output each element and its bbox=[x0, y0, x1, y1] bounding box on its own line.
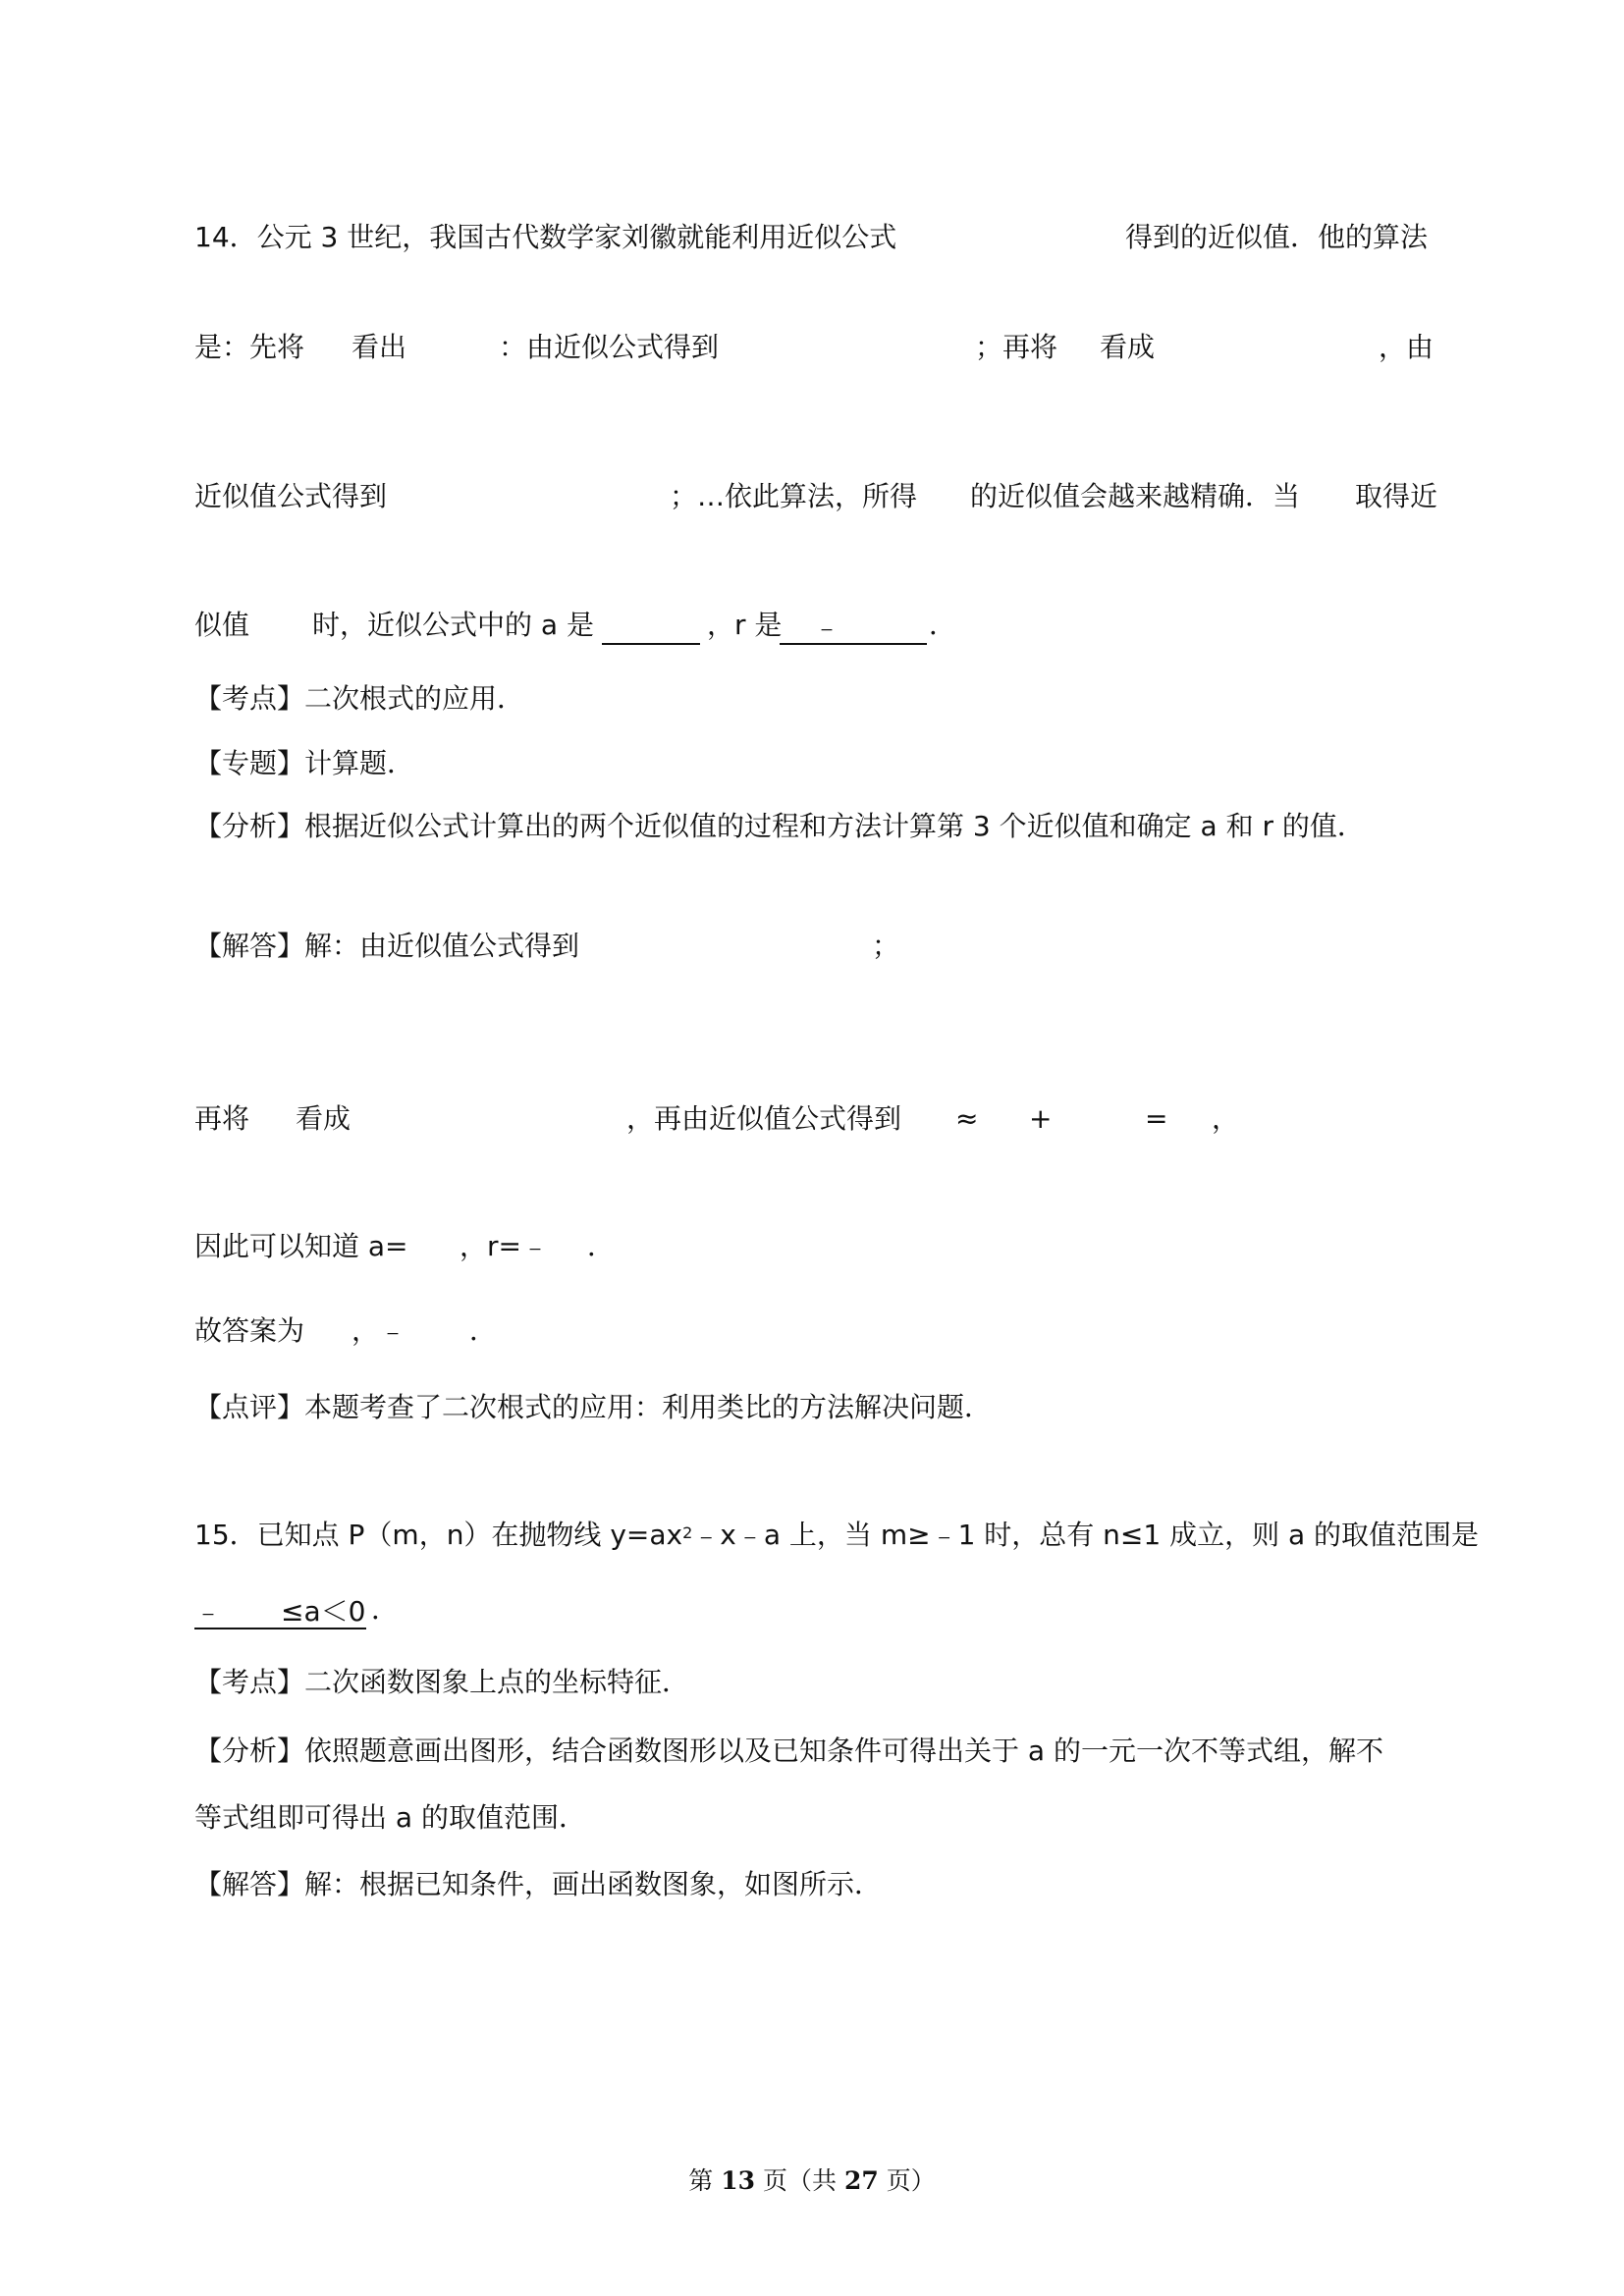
text-segment: ， bbox=[1212, 1102, 1240, 1135]
text-segment: ≈ bbox=[955, 1102, 979, 1135]
answer-minus: ﹣ bbox=[813, 611, 841, 643]
text-segment: 【考点】二次函数图象上点的坐标特征． bbox=[194, 1666, 690, 1698]
page-total: 27 bbox=[843, 2166, 879, 2195]
exponent: 2 bbox=[682, 1523, 693, 1542]
text-segment: 【解答】解：由近似值公式得到 bbox=[194, 930, 580, 962]
q14-stem-cont: 得到的近似值．他的算法 bbox=[1125, 221, 1429, 253]
text-segment: 【专题】计算题． bbox=[194, 747, 415, 779]
text-segment: ，r=﹣ bbox=[460, 1230, 549, 1262]
q15-stem bbox=[194, 1516, 1479, 1559]
footer-text: 页） bbox=[878, 2166, 936, 2195]
text-segment: ；再将 bbox=[975, 331, 1058, 363]
text-segment: ；…依此算法，所得 bbox=[670, 480, 918, 512]
footer-text: 页（共 bbox=[755, 2166, 844, 2195]
q14-stem: 14．公元 3 世纪，我国古代数学家刘徽就能利用近似公式 bbox=[194, 221, 897, 253]
text-segment: 看出 bbox=[352, 331, 407, 363]
text-segment: 【分析】依照题意画出图形，结合函数图形以及已知条件可得出关于 a 的一元一次不等式组，解不 bbox=[194, 1735, 1383, 1767]
answer-blank-a bbox=[602, 606, 700, 645]
text-segment: ，r 是 bbox=[707, 609, 783, 641]
page-number: 13 bbox=[721, 2166, 756, 2195]
text-segment: ． bbox=[371, 1593, 400, 1626]
text-segment: ． bbox=[929, 609, 957, 641]
answer-minus: ﹣ bbox=[194, 1595, 223, 1628]
text-segment: 看成 bbox=[296, 1102, 352, 1135]
text-segment: 【解答】解：根据已知条件，画出函数图象，如图所示． bbox=[194, 1868, 883, 1900]
text-segment: 取得近 bbox=[1355, 480, 1438, 512]
text-segment: 是：先将 bbox=[194, 331, 305, 363]
page-footer bbox=[0, 2162, 1624, 2197]
text-segment: 似值 bbox=[194, 609, 250, 641]
text-segment: 【点评】本题考查了二次根式的应用：利用类比的方法解决问题． bbox=[194, 1391, 993, 1423]
text-segment: 等式组即可得出 a 的取值范围． bbox=[194, 1801, 586, 1834]
text-segment: 近似值公式得到 bbox=[194, 480, 388, 512]
text-segment: ，再由近似值公式得到 bbox=[626, 1102, 902, 1135]
text-segment: ：由近似公式得到 bbox=[499, 331, 720, 363]
text-segment: ﹣x﹣a 上，当 m≥﹣1 时，总有 n≤1 成立，则 a 的取值范围是 bbox=[692, 1519, 1480, 1551]
text-segment: 时，近似公式中的 a 是 bbox=[312, 609, 594, 641]
text-segment: = bbox=[1145, 1102, 1168, 1135]
text-segment: ； bbox=[872, 930, 900, 962]
text-segment: 看成 bbox=[1100, 331, 1156, 363]
text-segment: ，﹣ bbox=[352, 1314, 407, 1347]
text-segment: 【分析】根据近似公式计算出的两个近似值的过程和方法计算第 3 个近似值和确定 a 和 r 的值． bbox=[194, 810, 1365, 842]
text-segment: 的近似值会越来越精确．当 bbox=[970, 480, 1301, 512]
text-segment: + bbox=[1029, 1102, 1053, 1135]
text-segment: 再将 bbox=[194, 1102, 250, 1135]
text-segment: 因此可以知道 a= bbox=[194, 1230, 408, 1262]
footer-text: 第 bbox=[688, 2166, 722, 2195]
answer-blank-r bbox=[780, 606, 927, 645]
text-segment: 故答案为 bbox=[194, 1314, 305, 1347]
text-segment: ． bbox=[587, 1230, 616, 1262]
answer-range: ≤a＜0 bbox=[281, 1595, 366, 1628]
q15-answer-blank bbox=[194, 1590, 366, 1629]
text-segment: ． bbox=[469, 1314, 498, 1347]
text-segment: ，由 bbox=[1379, 331, 1435, 363]
text-segment: 【考点】二次根式的应用． bbox=[194, 682, 525, 715]
text-segment: 15．已知点 P（m，n）在抛物线 y=ax bbox=[194, 1519, 683, 1551]
